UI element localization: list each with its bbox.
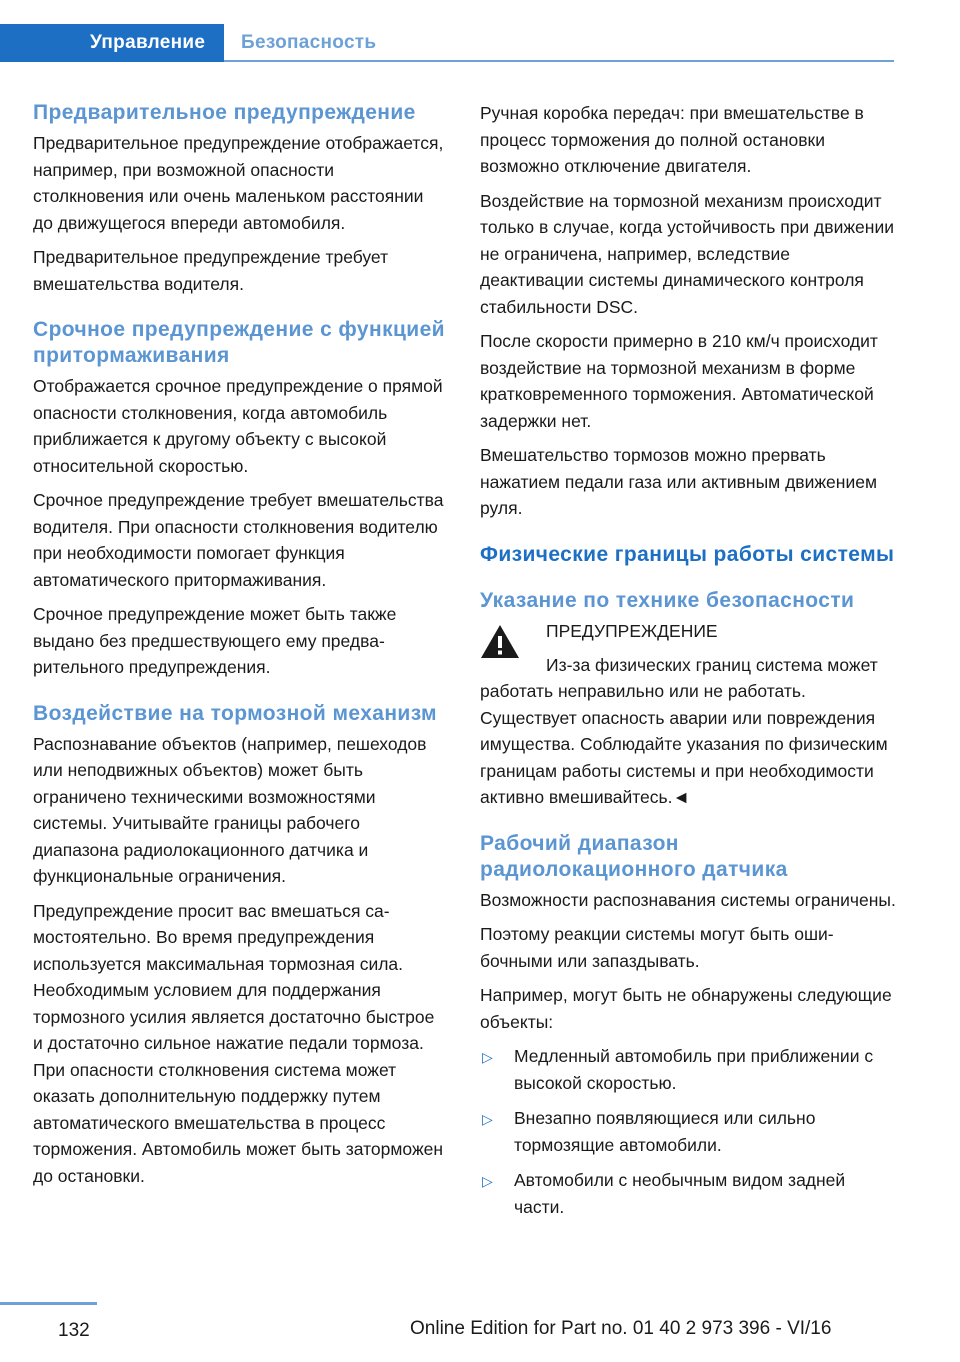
paragraph: Ручная коробка передач: при вмешательстве в процесс торможения до полной остановки возможно отключение двигателя.: [480, 103, 864, 176]
section-title-preliminary-warning: Предварительное предупреждение: [33, 101, 416, 124]
header-divider: [224, 60, 894, 62]
right-column: [480, 100, 896, 1229]
list-item: [480, 1043, 896, 1096]
triangle-right-icon: ▷: [482, 1111, 493, 1127]
triangle-right-icon: ▷: [482, 1173, 493, 1189]
header-tab-inactive[interactable]: Безопасность: [241, 32, 377, 53]
section-title-urgent-warning: Срочное предупреждение с функцией притормаживания: [33, 318, 445, 367]
triangle-right-icon: ▷: [482, 1049, 493, 1065]
list-item: [480, 1167, 896, 1220]
section-title-brake-intervention: Воздействие на тормозной механизм: [33, 701, 437, 725]
list-item: [480, 1105, 896, 1158]
header-tab-active[interactable]: Управление: [0, 24, 224, 62]
paragraph: Предварительное предупреждение отображается, например, при возможной опасности столкновения или очень маленьком расстоянии до движущегося впереди автомобиля.: [33, 133, 444, 233]
paragraph: Распознавание объектов (например, пешеходов или неподвижных объектов) может быть ограничено техническими возможностями системы. Учитывайте границы рабочего диапазона радиолокационного датчика и функциональные ограничения.: [33, 733, 427, 886]
paragraph: Возможности распознавания системы ограничены.: [480, 889, 896, 910]
section-title-system-limits: Физические границы работы системы: [480, 542, 895, 566]
warning-text: Из-за физических границ система может работать неправильно или не работать. Существует опасность аварии или повреждения имущества. Соблюдайте указания по физическим границам работы системы и при необходимости активно вмешивайтесь.◄: [480, 654, 888, 807]
paragraph: Срочное предупреждение требует вмешательства водителя. При опасности столкновения водителю при необходимости помогает функция автоматического притормаживания.: [33, 490, 444, 590]
paragraph: Например, могут быть не обнаружены следующие объекты:: [480, 985, 892, 1032]
paragraph: После скорости примерно в 210 км/ч происходит воздействие на тормозной механизм в форме кратковременного торможения. Автоматической задержки нет.: [480, 331, 878, 431]
paragraph: Предупреждение просит вас вмешаться самостоятельно. Во время предупреждения используется максимальная тормозная сила. Необходимым условием для поддержания тормозного усилия является достаточно быстрое и достаточно сильное нажатие педали тормоза. При опасности столкновения система может оказать дополнительную поддержку путем автоматического вмешательства в процесс торможения. Автомобиль может быть заторможен до остановки.: [33, 900, 444, 1186]
list-item-text: Внезапно появляющиеся или сильно тормозящие автомобили.: [514, 1108, 816, 1155]
paragraph: Срочное предупреждение может быть также выдано без предшествующего ему предварительного предупреждения.: [33, 604, 397, 677]
section-title-radar-range: Рабочий диапазон радиолокационного датчика: [480, 831, 788, 881]
left-column: [33, 100, 448, 1197]
paragraph: Поэтому реакции системы могут быть ошибочными или запаздывать.: [480, 924, 834, 971]
list-item-text: Медленный автомобиль при приближении с высокой скоростью.: [514, 1046, 874, 1093]
paragraph: Воздействие на тормозной механизм происходит только в случае, когда устойчивость при движении не ограничена, например, вследствие деактивации системы динамического контроля стабильности DSC.: [480, 190, 894, 317]
list-item-text: Автомобили с необычным видом задней части.: [514, 1170, 846, 1217]
warning-triangle-icon: [480, 623, 520, 660]
footer-divider: [0, 1302, 97, 1305]
bullet-list: [480, 1043, 896, 1220]
edition-text: Online Edition for Part no. 01 40 2 973 396 - VI/16: [410, 1318, 832, 1339]
section-title-safety-note: Указание по технике безопасности: [480, 588, 855, 612]
warning-title: ПРЕДУПРЕЖДЕНИЕ: [546, 620, 718, 641]
paragraph: Вмешательство тормозов можно прервать нажатием педали газа или активным движением руля.: [480, 445, 877, 518]
warning-box: [480, 618, 896, 678]
paragraph: Отображается срочное предупреждение о прямой опасности столкновения, когда автомобиль приближается к другому объекту с высокой относительной скоростью.: [33, 376, 443, 476]
paragraph: Предварительное предупреждение требует вмешательства водителя.: [33, 247, 389, 294]
page-number: 132: [58, 1320, 90, 1341]
